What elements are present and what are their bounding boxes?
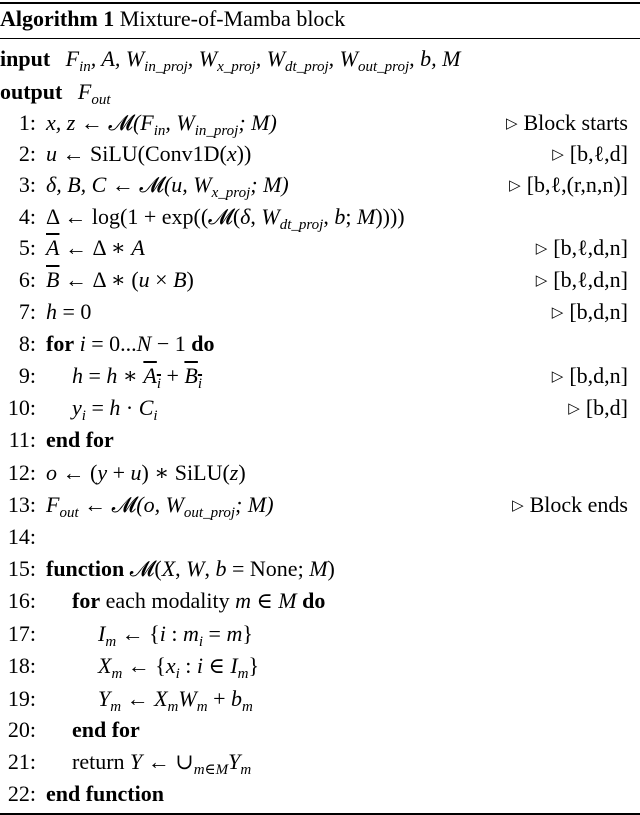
comment-triangle-icon: ▷ bbox=[535, 273, 548, 289]
algo-line-10 bbox=[0, 394, 640, 425]
function-keyword: function bbox=[46, 556, 125, 581]
line-code: δ, B, C ← 𝓜(u, $W_{x\_proj}$; M) bbox=[46, 172, 289, 201]
algo-line-8 bbox=[0, 330, 640, 361]
comment-triangle-icon: ▷ bbox=[552, 147, 564, 163]
line-number: 14: bbox=[7, 524, 36, 549]
do-keyword: do bbox=[302, 588, 326, 613]
line-number: 10: bbox=[7, 395, 36, 420]
algo-line-17 bbox=[0, 620, 640, 651]
comment-triangle-icon: ▷ bbox=[551, 369, 564, 385]
top-rule bbox=[0, 2, 640, 4]
line-code: u ← SiLU(Conv1D(x)) bbox=[46, 141, 252, 166]
algo-line-5 bbox=[0, 234, 640, 265]
line-comment bbox=[552, 140, 628, 171]
default-none: None; bbox=[249, 556, 304, 581]
line-code: Δ ← log(1 + exp((𝓜(δ, $W_{dt\_proj}$, b; M)))) bbox=[46, 204, 405, 233]
line-comment bbox=[552, 298, 628, 329]
comment-triangle-icon: ▷ bbox=[505, 116, 518, 132]
line-code: o ← (y + u) ∗ SiLU(z) bbox=[46, 460, 246, 485]
line-number: 15: bbox=[7, 556, 36, 581]
line-code: h = 0 bbox=[46, 299, 92, 324]
return-text: return bbox=[72, 749, 125, 774]
line-number: 18: bbox=[7, 653, 36, 678]
line-comment bbox=[536, 234, 628, 265]
for-text: each modality bbox=[105, 588, 230, 613]
algo-line-21 bbox=[0, 748, 640, 779]
line-number: 3: bbox=[18, 172, 36, 197]
comment-text: [b,ℓ,d,n] bbox=[553, 235, 628, 260]
line-number: 8: bbox=[18, 331, 36, 356]
algo-line-16 bbox=[0, 587, 640, 618]
comment-triangle-icon: ▷ bbox=[568, 401, 580, 417]
line-number: 4: bbox=[18, 204, 36, 229]
comment-triangle-icon: ▷ bbox=[535, 241, 548, 257]
comment-triangle-icon: ▷ bbox=[512, 498, 524, 514]
line-code: return Y ← $\cup_{m\in M}Y_m$ bbox=[72, 749, 252, 778]
line-number: 6: bbox=[18, 267, 36, 292]
line-code: for i = 0...N − 1 do bbox=[46, 331, 215, 356]
line-number: 19: bbox=[7, 686, 36, 711]
comment-text: [b,d] bbox=[585, 395, 628, 420]
line-number: 9: bbox=[18, 363, 36, 388]
line-code: $Y_m$ ← $X_mW_m + b_m$ bbox=[98, 686, 253, 715]
input-params: $F_{in}$, A, $W_{in\_proj}$, $W_{x\_proj}$, $W_{dt\_proj}$, $W_{out\_proj}$, b, M bbox=[65, 46, 461, 75]
algo-line-3 bbox=[0, 171, 640, 202]
algo-line-11 bbox=[0, 426, 640, 457]
line-code: h = h ∗ $A_i + B_i$ bbox=[72, 363, 203, 392]
line-number: 2: bbox=[18, 141, 36, 166]
algo-line-9 bbox=[0, 362, 640, 393]
algorithm-label: Algorithm 1 bbox=[0, 6, 115, 31]
line-number: 12: bbox=[7, 460, 36, 485]
algo-line-22 bbox=[0, 780, 640, 811]
line-code: function 𝓜(X, W, b = None; M) bbox=[46, 556, 335, 581]
comment-text: Block starts bbox=[523, 110, 628, 135]
algorithm-title bbox=[0, 6, 345, 32]
line-number: 21: bbox=[7, 749, 36, 774]
algo-line-12 bbox=[0, 459, 640, 490]
output-params: $F_{out}$ bbox=[77, 79, 111, 108]
line-comment bbox=[568, 394, 628, 425]
line-code: $\overline{B}$ ← Δ ∗ (u × B) bbox=[46, 267, 194, 292]
line-code: for each modality m ∈ M do bbox=[72, 588, 326, 613]
for-keyword: for bbox=[72, 588, 101, 613]
line-number: 5: bbox=[18, 235, 36, 260]
algo-line-14 bbox=[0, 523, 640, 554]
algo-line-13 bbox=[0, 491, 640, 522]
line-comment bbox=[552, 362, 628, 393]
line-code: $y_i = h \cdot C_i$ bbox=[72, 395, 158, 424]
line-comment bbox=[506, 109, 628, 140]
line-comment bbox=[509, 171, 628, 202]
end-function-keyword: end function bbox=[46, 781, 164, 806]
end-for-keyword: end for bbox=[46, 427, 114, 452]
algo-line-1 bbox=[0, 109, 640, 140]
line-number: 22: bbox=[7, 781, 36, 806]
comment-text: [b,ℓ,d] bbox=[569, 141, 628, 166]
line-code: $F_{out}$ ← 𝓜(o, $W_{out\_proj}$; M) bbox=[46, 492, 274, 521]
comment-text: [b,d,n] bbox=[569, 363, 628, 388]
output-keyword: output bbox=[0, 79, 63, 104]
comment-text: Block ends bbox=[529, 492, 628, 517]
line-number: 11: bbox=[8, 427, 36, 452]
header-rule bbox=[0, 38, 640, 39]
line-number: 7: bbox=[18, 299, 36, 324]
line-number: 17: bbox=[7, 621, 36, 646]
algo-line-6 bbox=[0, 266, 640, 297]
end-for-keyword: end for bbox=[72, 717, 140, 742]
output-line bbox=[0, 79, 111, 108]
input-keyword: input bbox=[0, 46, 51, 71]
for-keyword: for bbox=[46, 331, 75, 356]
comment-text: [b,d,n] bbox=[569, 299, 628, 324]
line-number: 16: bbox=[7, 588, 36, 613]
algo-line-15 bbox=[0, 555, 640, 586]
do-keyword: do bbox=[191, 331, 215, 356]
comment-triangle-icon: ▷ bbox=[509, 178, 521, 194]
algo-line-20 bbox=[0, 716, 640, 747]
input-line bbox=[0, 46, 461, 75]
algo-line-4 bbox=[0, 203, 640, 234]
comment-text: [b,ℓ,d,n] bbox=[553, 267, 628, 292]
line-number: 1: bbox=[18, 110, 36, 135]
algo-line-19 bbox=[0, 685, 640, 716]
comment-text: [b,ℓ,(r,n,n)] bbox=[526, 172, 628, 197]
line-number: 20: bbox=[7, 717, 36, 742]
algorithm-name: Mixture-of-Mamba block bbox=[119, 6, 346, 31]
algo-line-18 bbox=[0, 652, 640, 683]
algo-line-7 bbox=[0, 298, 640, 329]
line-comment bbox=[536, 266, 628, 297]
line-code: x, z ← $𝓜(F_{in}$, $W_{in\_proj}$; M) bbox=[46, 110, 277, 139]
algo-line-2 bbox=[0, 140, 640, 171]
line-code: $\overline{A}$ ← Δ ∗ A bbox=[46, 235, 145, 260]
line-comment bbox=[512, 491, 628, 522]
line-code: $I_m$ ← {i : $m_i = m$} bbox=[98, 621, 253, 650]
comment-triangle-icon: ▷ bbox=[551, 305, 564, 321]
line-number: 13: bbox=[7, 492, 36, 517]
line-code: $X_m$ ← {$x_i$ : i ∈ $I_m$} bbox=[98, 653, 260, 682]
